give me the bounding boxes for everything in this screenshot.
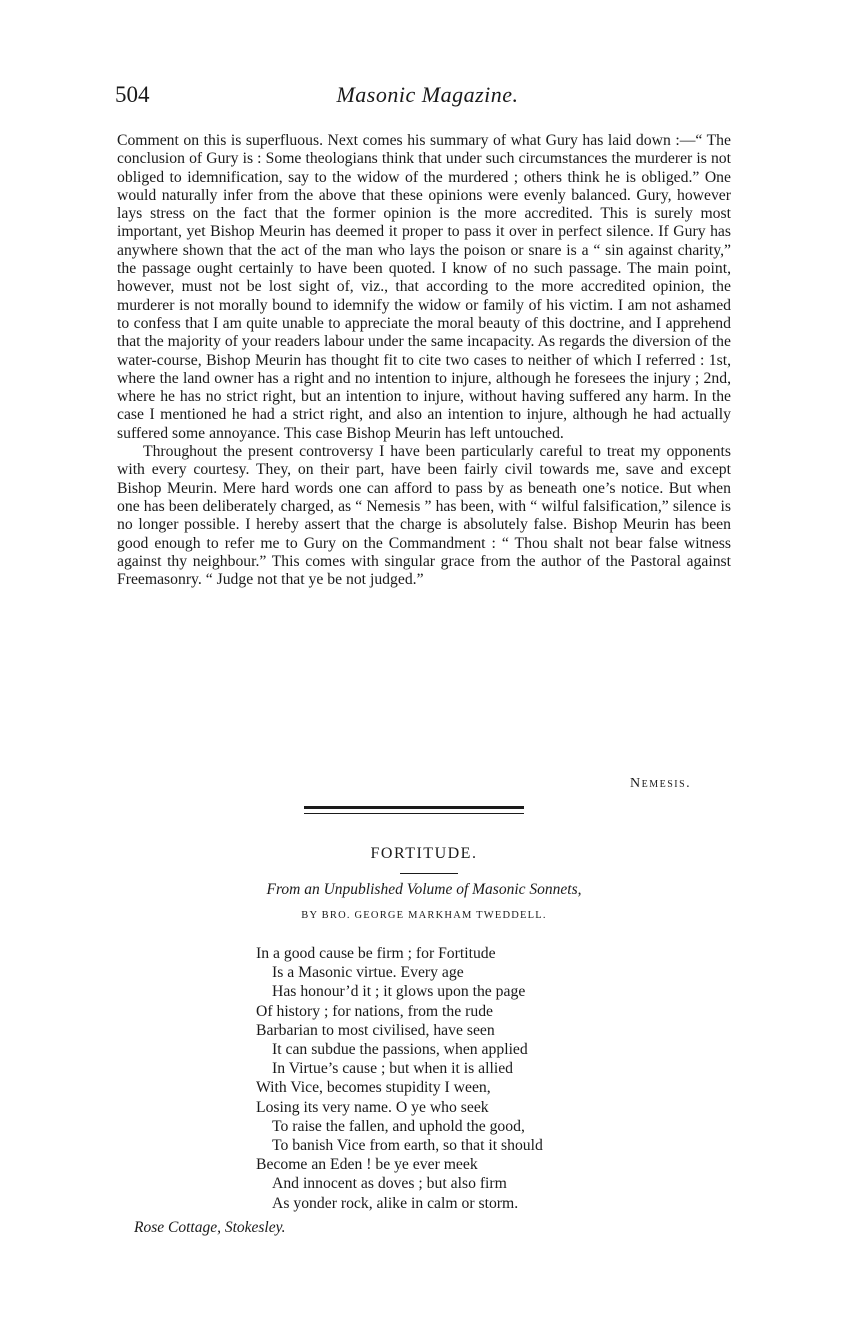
poem-line: Has honour’d it ; it glows upon the page xyxy=(272,983,526,1001)
divider-thick-rule xyxy=(304,806,524,809)
running-title: Masonic Magazine. xyxy=(336,82,519,107)
article-paragraph-1: Comment on this is superfluous. Next comes his summary of what Gury has laid down :—“ The conclusion of Gury is : Some theologians think that under such circumstances the murderer is not obliged to idemnification, say to the widow of the murdered ; others think he is obliged.” One would naturally infer from the above that these opinions were evenly balanced. Gury, however lays stress on the fact that the former opinion is the more accredited. This is surely most important, yet Bishop Meurin has deemed it proper to pass it over in perfect silence. If Gury has anywhere shown that the act of the man who lays the poison or snare is a “ sin against charity,” the passage ought certainly to have been quoted. I know of no such passage. The main point, however, must not be lost sight of, viz., that according to the more accredited opinion, the murderer is not morally bound to idemnify the widow or family of his victim. I am not ashamed to confess that I am quite unable to appreciate the moral beauty of this doctrine, and I apprehend that the majority of your readers labour under the same incapacity. As regards the diversion of the water-course, Bishop Meurin has thought fit to cite two cases to neither of which I referred : 1st, where the land owner has a right and no intention to injure, although he foresees the injury ; 2nd, where he has no strict right, but an intention to injure, without having suffered any harm. In the case I mentioned he had a strict right, and also an intention to injure, although he had actually suffered some annoyance. This case Bishop Meurin has left untouched. xyxy=(117,132,731,442)
poem-line: To banish Vice from earth, so that it should xyxy=(272,1137,543,1155)
poem-line: In a good cause be firm ; for Fortitude xyxy=(256,945,496,962)
poem-line: As yonder rock, alike in calm or storm. xyxy=(272,1194,519,1212)
title-underline xyxy=(400,873,458,874)
section-divider xyxy=(304,806,524,814)
poem-title: FORTITUDE. xyxy=(370,845,478,862)
page-header xyxy=(115,82,740,112)
poem-body xyxy=(256,944,676,1213)
poem-line: Barbarian to most civilised, have seen xyxy=(256,1021,495,1039)
poem-line: Losing its very name. O ye who seek xyxy=(256,1098,489,1116)
divider-thin-rule xyxy=(304,813,524,814)
poem-subtitle: From an Unpublished Volume of Masonic Sonnets, xyxy=(266,881,582,898)
poem-line: Become an Eden ! be ye ever meek xyxy=(256,1156,478,1174)
poem-line: It can subdue the passions, when applied xyxy=(272,1041,528,1059)
article-body xyxy=(117,132,731,589)
article-paragraph-2: Throughout the present controversy I have been particularly careful to treat my opponents with every courtesy. They, on their part, have been fairly civil towards me, save and except Bishop Meurin. Mere hard words one can afford to pass by as beneath one’s notice. But when one has been deliberately charged, as “ Nemesis ” has been, with “ wilful falsification,” silence is no longer possible. I hereby assert that the charge is absolutely false. Bishop Meurin has been good enough to refer me to Gury on the Commandment : “ Thou shalt not bear false witness against thy neighbour.” This comes with singular grace from the author of the Pastoral against Freemasonry. “ Judge not that ye be not judged.” xyxy=(117,443,731,589)
poem-line: With Vice, becomes stupidity I ween, xyxy=(256,1079,491,1097)
poem-line: Is a Masonic virtue. Every age xyxy=(272,964,464,982)
article-signature: Nemesis. xyxy=(630,776,692,791)
poem-location: Rose Cottage, Stokesley. xyxy=(134,1219,286,1236)
poem-line: Of history ; for nations, from the rude xyxy=(256,1002,494,1020)
poem-line: And innocent as doves ; but also firm xyxy=(272,1175,507,1193)
poem-line: In Virtue’s cause ; but when it is allied xyxy=(272,1060,514,1078)
poem-byline: BY BRO. GEORGE MARKHAM TWEDDELL. xyxy=(301,910,547,921)
page-number: 504 xyxy=(115,82,150,107)
poem-line: To raise the fallen, and uphold the good, xyxy=(272,1117,525,1135)
